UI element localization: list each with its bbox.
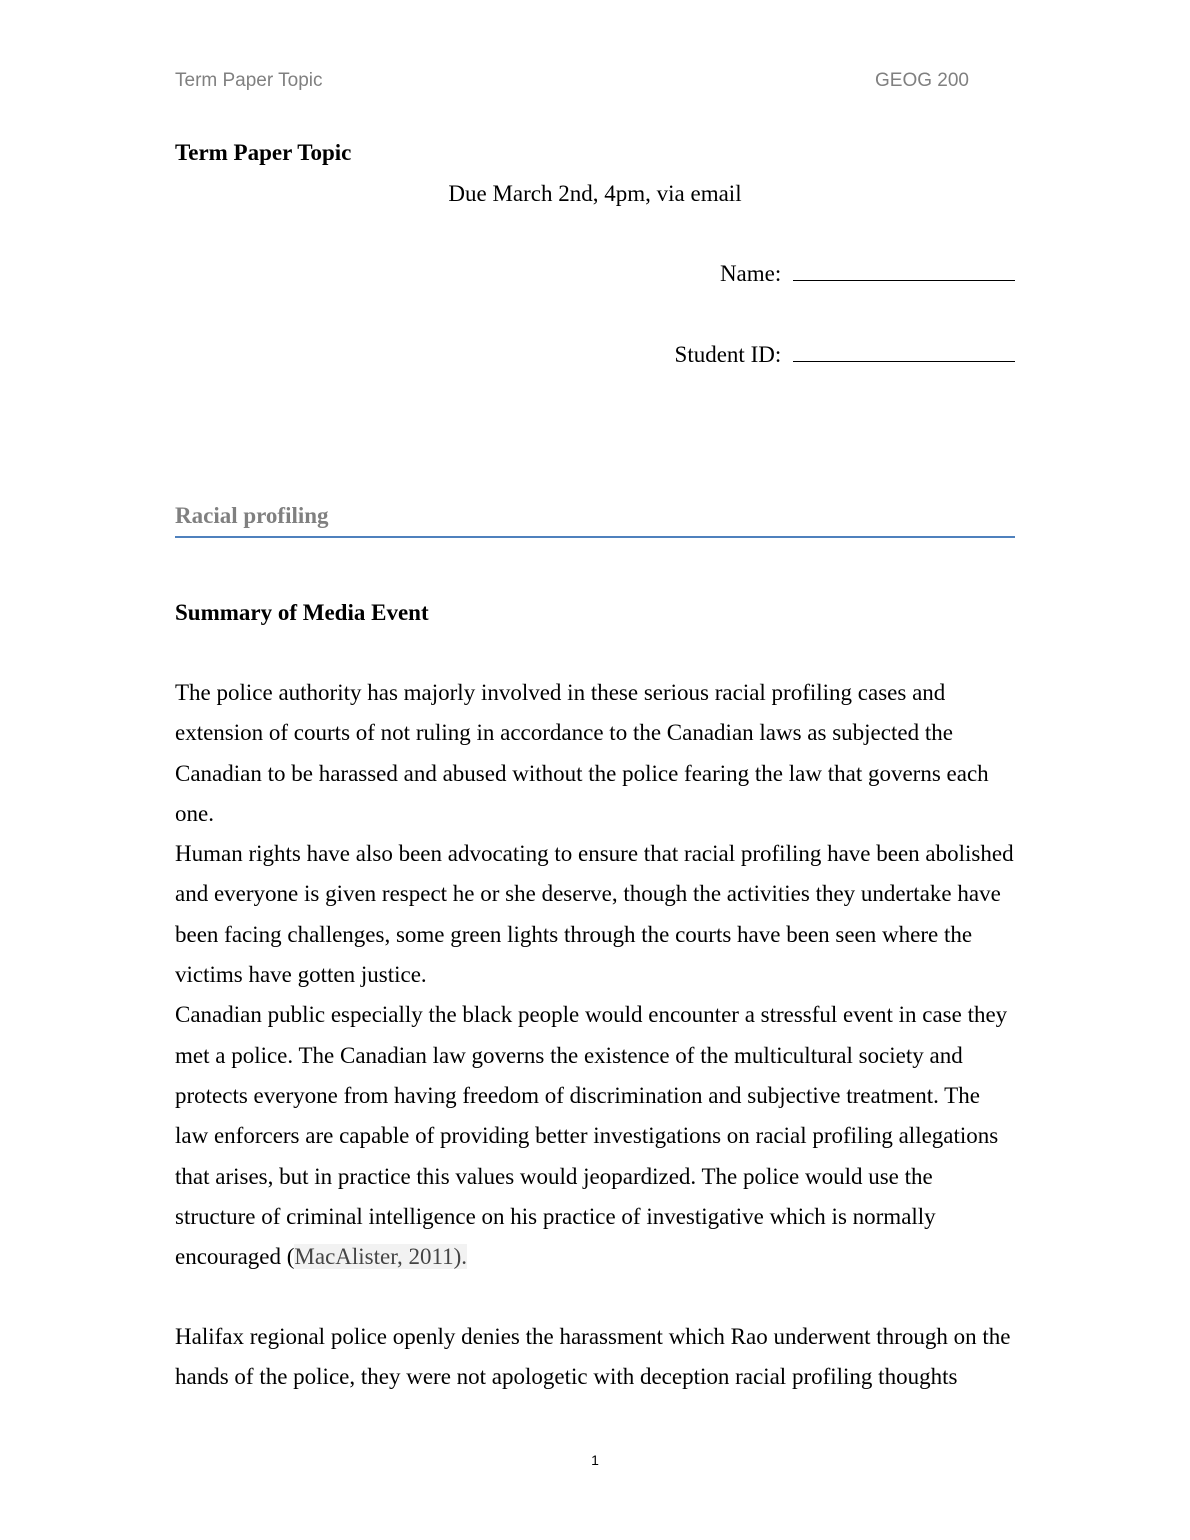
header-left-text: Term Paper Topic	[175, 70, 323, 91]
paragraph: Halifax regional police openly denies the harassment which Rao underwent through on the hands of the police, they were not apologetic with deception racial profiling thoughts	[175, 1324, 1011, 1390]
document-title: Term Paper Topic	[175, 140, 352, 165]
due-date-line: Due March 2nd, 4pm, via email	[448, 181, 742, 206]
summary-subheading: Summary of Media Event	[175, 600, 429, 625]
student-id-field-row	[675, 341, 1015, 369]
name-field-row	[720, 260, 1015, 288]
body-text-block	[175, 673, 1015, 1277]
paragraph-text: Canadian public especially the black people would encounter a stressful event in case they met a police. The Canadian law governs the existence of the multicultural society and protects everyone from having freedom of discrimination and subjective treatment. The law enforcers are capable of providing better investigations on racial profiling allegations that arises, but in practice this values would jeopardized. The police would use the structure of criminal intelligence on his practice of investigative which is normally encouraged (	[175, 1002, 1008, 1270]
name-blank-line[interactable]	[793, 260, 1015, 281]
section-heading: Racial profiling	[175, 502, 1015, 538]
header-right-text: GEOG 200	[875, 70, 969, 91]
body-text-block	[175, 1317, 1015, 1398]
citation: MacAlister, 2011).	[294, 1244, 468, 1270]
paragraph: The police authority has majorly involved in these serious racial profiling cases and extension of courts of not ruling in accordance to the Canadian laws as subjected the Canadian to be harassed and abused without the police fearing the law that governs each one.	[175, 680, 989, 826]
name-label: Name:	[719, 261, 782, 286]
student-id-label: Student ID:	[674, 342, 782, 367]
paragraph	[175, 995, 1015, 1277]
paragraph: Human rights have also been advocating to ensure that racial profiling have been abolished and everyone is given respect he or she deserve, though the activities they undertake have been facing challenges, some green lights through the courts have been seen where the victims have gotten justice.	[175, 841, 1014, 988]
page-number: 1	[591, 1452, 599, 1468]
student-id-blank-line[interactable]	[793, 341, 1015, 362]
